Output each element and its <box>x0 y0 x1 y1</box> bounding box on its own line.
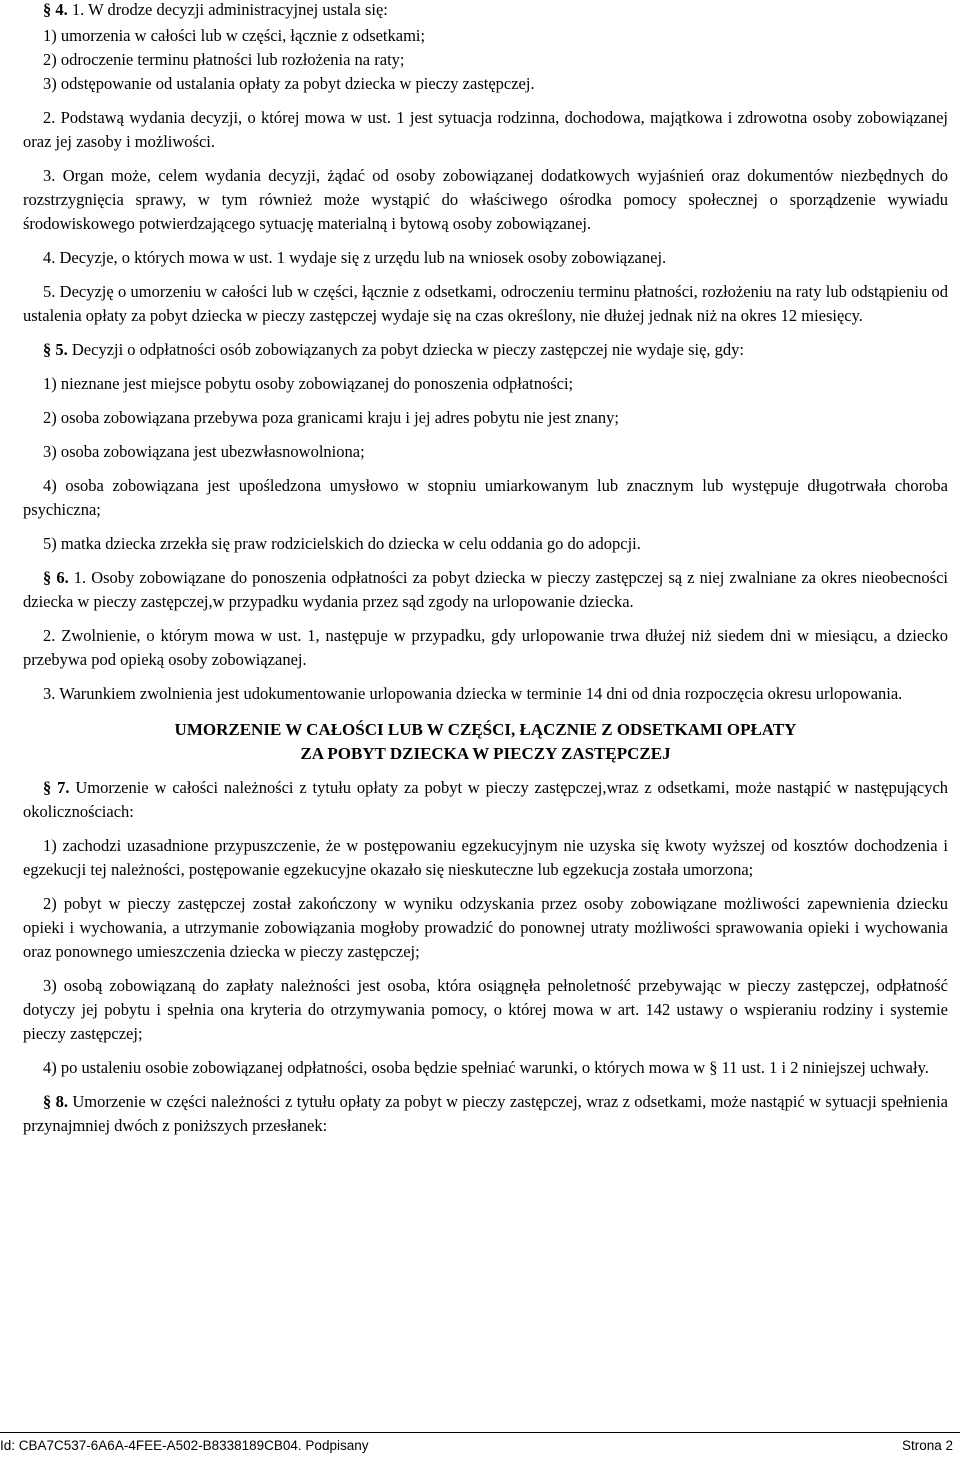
list-item: 3) odstępowanie od ustalania opłaty za pobyt dziecka w pieczy zastępczej. <box>43 74 535 93</box>
list-item: 3) osoba zobowiązana jest ubezwłasnowolniona; <box>43 442 365 461</box>
footer-divider <box>0 1432 960 1433</box>
list-item: 4) po ustaleniu osobie zobowiązanej odpłatności, osoba będzie spełniać warunki, o których mowa w § 11 ust. 1 i 2 niniejszej uchwały. <box>43 1058 929 1077</box>
section-heading-line2: ZA POBYT DZIECKA W PIECZY ZASTĘPCZEJ <box>300 744 671 763</box>
list-item: 1) umorzenia w całości lub w części, łącznie z odsetkami; <box>43 26 426 45</box>
paragraph: 2. Zwolnienie, o którym mowa w ust. 1, następuje w przypadku, gdy urlopowanie trwa dłużej niż siedem dni w miesiącu, a dziecko przebywa pod opieką osoby zobowiązanej. <box>23 626 948 669</box>
paragraph: § 5. Decyzji o odpłatności osób zobowiązanych za pobyt dziecka w pieczy zastępczej nie wydaje się, gdy: <box>43 340 744 359</box>
list-item: 3) osobą zobowiązaną do zapłaty należności jest osoba, która osiągnęła pełnoletność przebywając w pieczy zastępczej, odpłatność dotyczy jej pobytu i spełnia ona kryteria do otrzymywania pomocy, o której mowa w art. 142 ustawy o wspieraniu rodziny i systemie pieczy zastępczej; <box>23 976 948 1043</box>
section-heading <box>23 718 948 766</box>
document-id: Id: CBA7C537-6A6A-4FEE-A502-B8338189CB04. Podpisany <box>0 1438 369 1453</box>
paragraph: § 8. Umorzenie w części należności z tytułu opłaty za pobyt w pieczy zastępczej, wraz z odsetkami, może nastąpić w sytuacji spełnienia przynajmniej dwóch z poniższych przesłanek: <box>23 1092 948 1135</box>
paragraph: § 6. 1. Osoby zobowiązane do ponoszenia odpłatności za pobyt dziecka w pieczy zastępczej są z niej zwalniane za okres nieobecności dziecka w pieczy zastępczej,w przypadku wydania przez sąd zgody na urlopowanie dziecka. <box>23 568 948 611</box>
page-number: Strona 2 <box>901 1438 953 1453</box>
list-item: 2) pobyt w pieczy zastępczej został zakończony w wyniku odzyskania przez osoby zobowiązane możliwości zapewnienia dziecku opieki i wychowania, a utrzymanie zobowiązania mogłoby prowadzić do ponownej utraty możliwości sprawowania opieki i wychowania oraz ponownego umieszczenia dziecka w pieczy zastępczej; <box>23 894 948 961</box>
paragraph: § 7. Umorzenie w całości należności z tytułu opłaty za pobyt w pieczy zastępczej,wraz z odsetkami, może nastąpić w następujących okolicznościach: <box>23 778 949 821</box>
list-item: 2) osoba zobowiązana przebywa poza granicami kraju i jej adres pobytu nie jest znany; <box>43 408 619 427</box>
list-item: 2) odroczenie terminu płatności lub rozłożenia na raty; <box>43 50 405 69</box>
list-item: 1) zachodzi uzasadnione przypuszczenie, że w postępowaniu egzekucyjnym nie uzyska się kwoty wyższej od kosztów dochodzenia i egzekucji tej należności, postępowanie egzekucyjne okazało się nieskuteczne lub egzekucja została umorzona; <box>23 836 948 879</box>
paragraph: § 4. 1. W drodze decyzji administracyjnej ustala się: <box>43 0 388 19</box>
document-body <box>23 0 948 1138</box>
paragraph: 3. Organ może, celem wydania decyzji, żądać od osoby zobowiązanej dodatkowych wyjaśnień oraz dokumentów niezbędnych do rozstrzygnięcia sprawy, w tym również może wystąpić do właściwego ośrodka pomocy społecznej o sporządzenie wywiadu środowiskowego potwierdzającego sytuację materialną i bytową osoby zobowiązanej. <box>23 166 948 233</box>
list-item: 1) nieznane jest miejsce pobytu osoby zobowiązanej do ponoszenia odpłatności; <box>43 374 574 393</box>
paragraph: 5. Decyzję o umorzeniu w całości lub w części, łącznie z odsetkami, odroczeniu terminu płatności, rozłożeniu na raty lub odstąpieniu od ustalenia opłaty za pobyt dziecka w pieczy zastępczej wydaje się na czas określony, nie dłużej jednak niż na okres 12 miesięcy. <box>23 282 948 325</box>
paragraph: 3. Warunkiem zwolnienia jest udokumentowanie urlopowania dziecka w terminie 14 dni od dnia rozpoczęcia okresu urlopowania. <box>43 684 903 703</box>
list-item: 4) osoba zobowiązana jest upośledzona umysłowo w stopniu umiarkowanym lub znacznym lub występuje długotrwała choroba psychiczna; <box>23 476 948 519</box>
paragraph: 4. Decyzje, o których mowa w ust. 1 wydaje się z urzędu lub na wniosek osoby zobowiązanej. <box>43 248 667 267</box>
section-heading-line1: UMORZENIE W CAŁOŚCI LUB W CZĘŚCI, ŁĄCZNIE Z ODSETKAMI OPŁATY <box>174 720 797 739</box>
paragraph: 2. Podstawą wydania decyzji, o której mowa w ust. 1 jest sytuacja rodzinna, dochodowa, majątkowa i zdrowotna osoby zobowiązanej oraz jej zasoby i możliwości. <box>23 108 948 151</box>
list-item: 5) matka dziecka zrzekła się praw rodzicielskich do dziecka w celu oddania go do adopcji. <box>43 534 641 553</box>
